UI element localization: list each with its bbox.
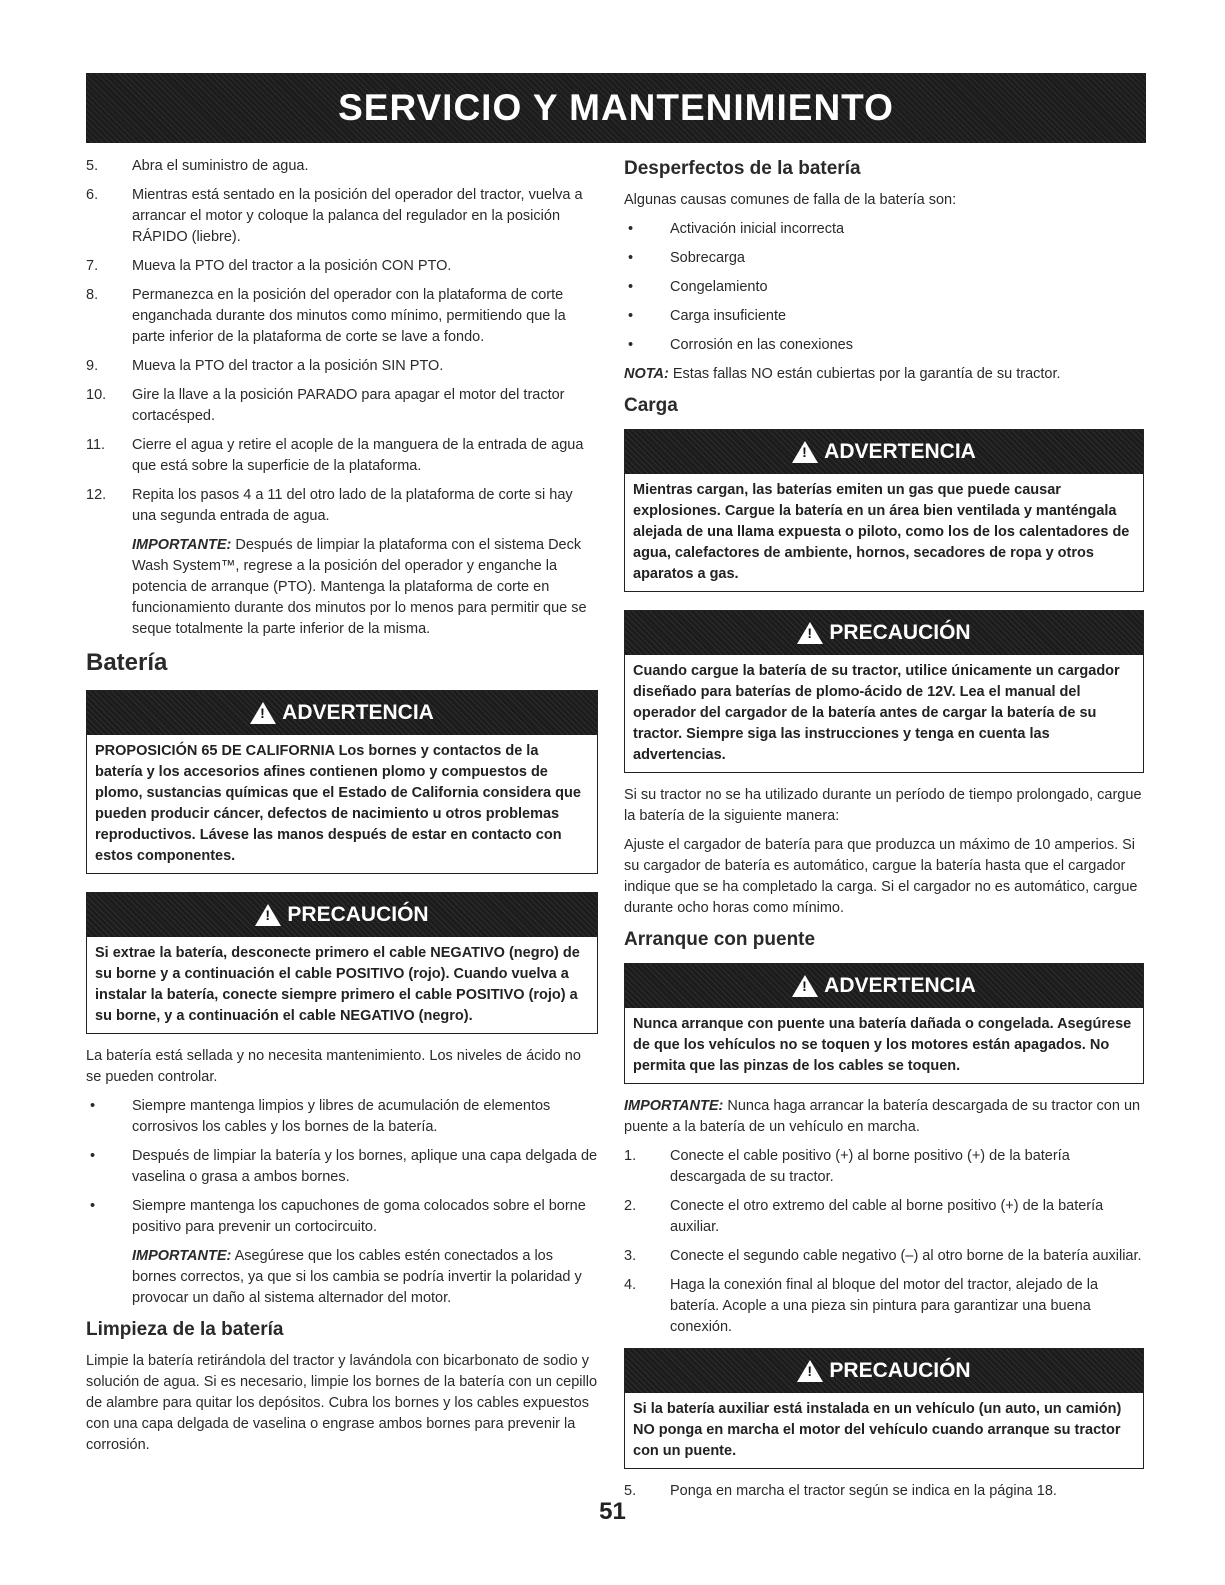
warning-triangle-icon: [797, 622, 823, 644]
jump-start-heading: Arranque con puente: [624, 929, 816, 950]
step: 2. Conecte el otro extremo del cable al borne positivo (+) de la batería auxiliar.: [624, 1198, 1104, 1235]
bullet-item: • Congelamiento: [628, 279, 768, 295]
step: 3. Conecte el segundo cable negativo (–) al otro borne de la batería auxiliar.: [624, 1248, 1142, 1264]
important-note: IMPORTANTE: Nunca haga arrancar la batería descargada de su tractor con un puente a la batería de un vehículo en marcha.: [624, 1098, 1141, 1135]
caution-text: Si la batería auxiliar está instalada en un vehículo (un auto, un camión) NO ponga en marcha el motor del vehículo cuando arranque su tractor con un puente.: [633, 1401, 1122, 1459]
page-number: 51: [599, 1498, 626, 1525]
caution-text: Si extrae la batería, desconecte primero el cable NEGATIVO (negro) de su borne y a continuación el cable POSITIVO (rojo). Cuando vuelva a instalar la batería, conecte siempre primero el cable POSITIVO (rojo) a su borne, y a continuación el cable NEGATIVO (negro).: [95, 945, 580, 1024]
bullet-item: • Corrosión en las conexiones: [628, 337, 853, 353]
important-note: IMPORTANTE: Asegúrese que los cables estén conectados a los bornes correctos, ya que si los cambia se podría invertir la polaridad y provocar un daño al sistema alternador del motor.: [132, 1248, 582, 1306]
step: 10. Gire la llave a la posición PARADO para apagar el motor del tractor cortacésped.: [86, 387, 565, 424]
step: 7. Mueva la PTO del tractor a la posición CON PTO.: [86, 258, 452, 274]
step: 8. Permanezca en la posición del operador con la plataforma de corte enganchada durante dos minutos como mínimo, permitiendo que la parte inferior de la plataforma de corte se lave a fondo.: [86, 287, 566, 345]
step: 1. Conecte el cable positivo (+) al borne positivo (+) de la batería descargada de su tractor.: [624, 1148, 1070, 1185]
bullet-item: • Carga insuficiente: [628, 308, 787, 324]
left-column: [86, 156, 598, 1464]
page-title: SERVICIO Y MANTENIMIENTO: [338, 87, 894, 128]
caution-header: ! PRECAUCIÓN: [87, 893, 597, 937]
warning-text: Nunca arranque con puente una batería dañada o congelada. Asegúrese de que los vehículos no se toquen y los motores están apagados. No permita que las pinzas de los cables se toquen.: [633, 1016, 1132, 1074]
warning-triangle-icon: [250, 702, 276, 724]
step: 5. Abra el suministro de agua.: [86, 158, 309, 174]
warning-header: ! ADVERTENCIA: [625, 430, 1143, 474]
battery-heading: Batería: [86, 649, 168, 676]
warning-box: [624, 429, 1144, 592]
warning-text: Mientras cargan, las baterías emiten un gas que puede causar explosiones. Cargue la batería en un área bien ventilada y manténgala alejada de una llama expuesta o piloto, como los de los calentadores de agua, calefactores de ambiente, hornos, secadores de ropa y otros aparatos a gas.: [633, 482, 1130, 582]
caution-box: [624, 1348, 1144, 1469]
bullet-item: • Siempre mantenga limpios y libres de acumulación de elementos corrosivos los cables y los bornes de la batería.: [90, 1098, 551, 1135]
caution-box: [86, 892, 598, 1034]
defects-heading: Desperfectos de la batería: [624, 158, 861, 179]
warning-triangle-icon: [792, 441, 818, 463]
warning-box: [86, 690, 598, 874]
important-note: IMPORTANTE: Después de limpiar la plataforma con el sistema Deck Wash System™, regrese a la posición del operador y enganche la potencia de arranque (PTO). Mantenga la plataforma de corte en funcionamiento durante dos minutos por lo menos para permitir que se seque totalmente la parte inferior de la misma.: [132, 537, 587, 637]
warning-triangle-icon: [797, 1360, 823, 1382]
caution-box: [624, 610, 1144, 773]
warning-triangle-icon: [792, 975, 818, 997]
step: 4. Haga la conexión final al bloque del motor del tractor, alejado de la batería. Acople a una pieza sin pintura para garantizar una buena conexión.: [624, 1277, 1099, 1335]
defects-intro: Algunas causas comunes de falla de la batería son:: [624, 192, 957, 208]
warning-text: PROPOSICIÓN 65 DE CALIFORNIA Los bornes y contactos de la batería y los accesorios afines contienen plomo y compuestos de plomo, sustancias químicas que el Estado de California considera que pueden producir cáncer, defectos de nacimiento u otros problemas reproductivos. Lávese las manos después de estar en contacto con estos componentes.: [95, 743, 581, 864]
warning-header: ! ADVERTENCIA: [87, 691, 597, 735]
caution-header: ! PRECAUCIÓN: [625, 611, 1143, 655]
charge-text: Si su tractor no se ha utilizado durante un período de tiempo prolongado, cargue la batería de la siguiente manera:: [624, 787, 1142, 824]
right-column: [624, 156, 1144, 1510]
step: 6. Mientras está sentado en la posición del operador del tractor, vuelva a arrancar el motor y coloque la palanca del regulador en la posición RÁPIDO (liebre).: [86, 187, 583, 245]
charge-text: Ajuste el cargador de batería para que produzca un máximo de 10 amperios. Si su cargador de batería es automático, cargue la batería hasta que el cargador indique que se ha completado la carga. Si el cargador no es automático, cargue durante ocho horas como mínimo.: [624, 837, 1138, 916]
sealed-battery-text: La batería está sellada y no necesita mantenimiento. Los niveles de ácido no se pueden controlar.: [86, 1048, 581, 1085]
section-banner: [86, 73, 1146, 143]
step: 9. Mueva la PTO del tractor a la posición SIN PTO.: [86, 358, 444, 374]
warning-header: ! ADVERTENCIA: [625, 964, 1143, 1008]
cleaning-heading: Limpieza de la batería: [86, 1319, 284, 1340]
step: 5. Ponga en marcha el tractor según se indica en la página 18.: [624, 1483, 1057, 1499]
step: 12. Repita los pasos 4 a 11 del otro lado de la plataforma de corte si hay una segunda entrada de agua.: [86, 487, 573, 524]
bullet-item: • Después de limpiar la batería y los bornes, aplique una capa delgada de vaselina o grasa a ambos bornes.: [90, 1148, 598, 1185]
note: NOTA: Estas fallas NO están cubiertas por la garantía de su tractor.: [624, 366, 1061, 382]
charge-heading: Carga: [624, 395, 678, 416]
warning-triangle-icon: [255, 904, 281, 926]
step: 11. Cierre el agua y retire el acople de la manguera de la entrada de agua que está sobre la superficie de la plataforma.: [86, 437, 584, 474]
bullet-item: • Activación inicial incorrecta: [628, 221, 845, 237]
bullet-item: • Siempre mantenga los capuchones de goma colocados sobre el borne positivo para prevenir un cortocircuito.: [90, 1198, 586, 1235]
warning-box: [624, 963, 1144, 1084]
cleaning-text: Limpie la batería retirándola del tractor y lavándola con bicarbonato de sodio y solución de agua. Si es necesario, limpie los bornes de la batería con un cepillo de alambre para quitar los depósitos. Cubra los bornes y los cables expuestos con una capa delgada de vaselina o engrase ambos bornes para prevenir la corrosión.: [86, 1353, 598, 1453]
bullet-item: • Sobrecarga: [628, 250, 745, 266]
caution-text: Cuando cargue la batería de su tractor, utilice únicamente un cargador diseñado para baterías de plomo-ácido de 12V. Lea el manual del operador del cargador de la batería antes de cargar la batería de su tractor. Siempre siga las instrucciones y tenga en cuenta las advertencias.: [633, 663, 1120, 763]
caution-header: ! PRECAUCIÓN: [625, 1349, 1143, 1393]
